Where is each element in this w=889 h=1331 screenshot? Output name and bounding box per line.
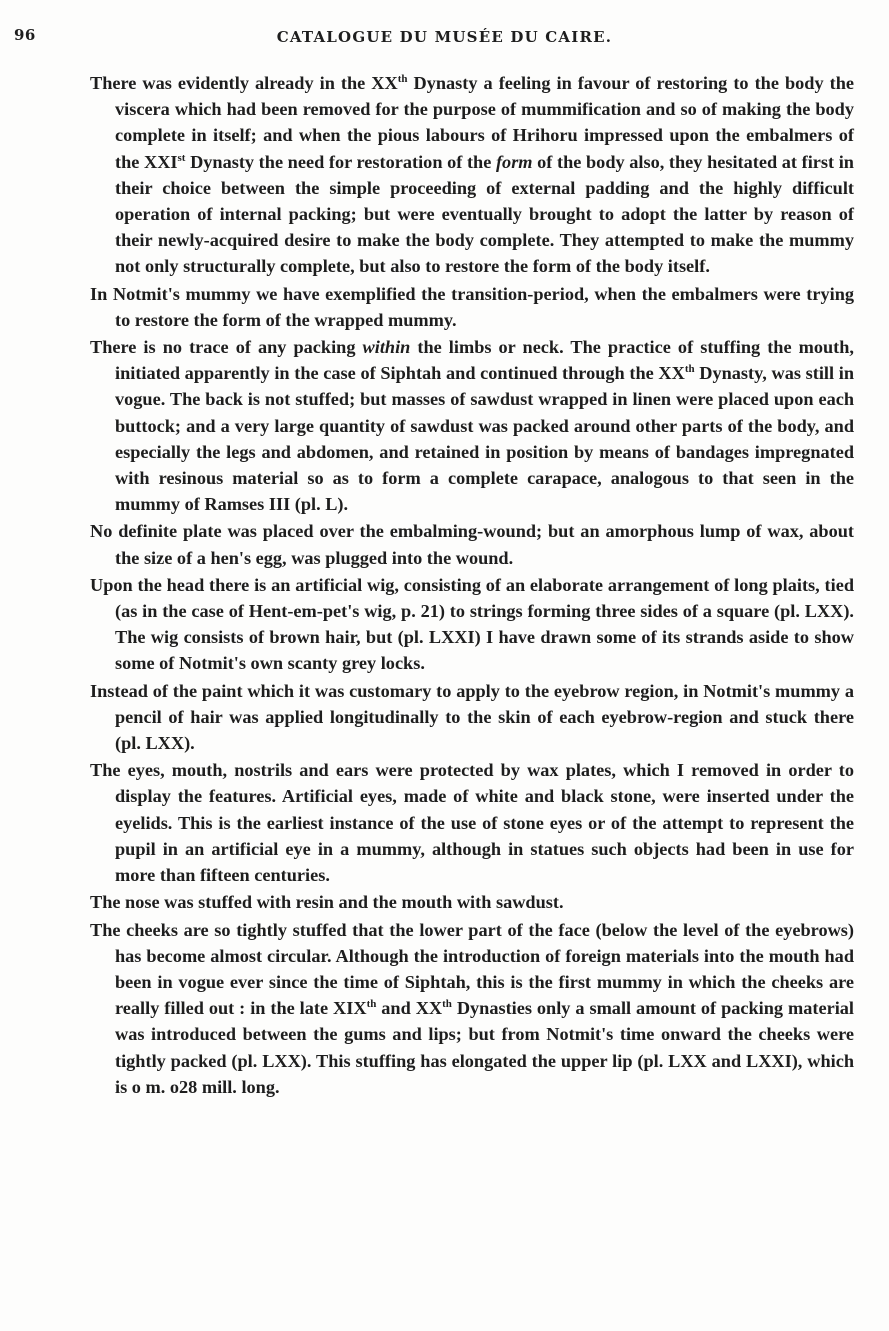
text-body [90,70,854,1101]
superscript-ordinal: st [177,151,186,164]
paragraph-cheeks: The cheeks are so tightly stuffed that the lower part of the face (below the level of the eyebrows) has become almost circular. Although the introduction of foreign materials into the mouth had been in vogue ever since the time of Siphtah, this is the first mummy in which the cheeks are really filled out : in the late XIXth and XXth Dynasties only a small amount of packing material was introduced between the gums and lips; but from Notmit's time onward the cheeks were tightly packed (pl. LXX). This stuffing has elongated the upper lip (pl. LXX and LXXI), which is o m. o28 mill. long. [90,919,854,1097]
paragraph-eyebrow: Instead of the paint which it was customary to apply to the eyebrow region, in Notmit's mummy a pencil of hair was applied longitudinally to the skin of each eyebrow-region and stuck there (pl. LXX). [90,680,854,754]
superscript-ordinal: th [684,363,695,376]
paragraph-packing: There is no trace of any packing within the limbs or neck. The practice of stuffing the mouth, initiated apparently in the case of Siphtah and continued through the XXth Dynasty, was still in vogue. The back is not stuffed; but masses of sawdust wrapped in linen were placed upon each buttock; and a very large quantity of sawdust was packed around other parts of the body, and especially the legs and abdomen, and retained in position by means of bandages impregnated with resinous material so as to form a complete carapace, analogous to that seen in the mummy of Ramses III (pl. L). [90,337,855,515]
paragraph-nose: The nose was stuffed with resin and the mouth with sawdust. [90,892,564,913]
paragraph-eyes: The eyes, mouth, nostrils and ears were protected by wax plates, which I removed in order to display the features. Artificial eyes, made of white and black stone, were inserted under the eyelids. This is the earliest instance of the use of stone eyes or of the attempt to represent the pupil in an artificial eye in a mummy, although in statues such objects had been in use for more than fifteen centuries. [90,760,854,886]
italic-term: within [362,337,411,358]
running-title: CATALOGUE DU MUSÉE DU CAIRE. [276,28,613,46]
paragraph-embalming-wound: No definite plate was placed over the embalming-wound; but an amorphous lump of wax, about the size of a hen's egg, was plugged into the wound. [90,521,854,568]
superscript-ordinal: th [442,998,452,1011]
italic-term: form [495,151,533,172]
superscript-ordinal: th [397,72,408,85]
paragraph-wig: Upon the head there is an artificial wig, consisting of an elaborate arrangement of long plaits, tied (as in the case of Hent-em-pet's wig, p. 21) to strings forming three sides of a square (pl. LXX). The wig consists of brown hair, but (pl. LXXI) I have drawn some of its strands aside to show some of Notmit's own scanty grey locks. [90,574,854,674]
paragraph-restoration: There was evidently already in the XXth Dynasty a feeling in favour of restoring to the body the viscera which had been removed for the purpose of mummification and so of making the body complete in itself; and when the pious labours of Hrihoru impressed upon the embalmers of the XXIst Dynasty the need for restoration of the form of the body also, they hesitated at first in their choice between the simple proceeding of external padding and the highly difficult operation of internal packing; but were eventually brought to adopt the latter by reason of their newly-acquired desire to make the body complete. They attempted to make the mummy not only structurally complete, but also to restore the form of the body itself. [90,72,854,277]
paragraph-transition: In Notmit's mummy we have exemplified the transition-period, when the embalmers were trying to restore the form of the wrapped mummy. [90,283,854,330]
page-number: 96 [14,26,36,44]
superscript-ordinal: th [366,998,377,1011]
